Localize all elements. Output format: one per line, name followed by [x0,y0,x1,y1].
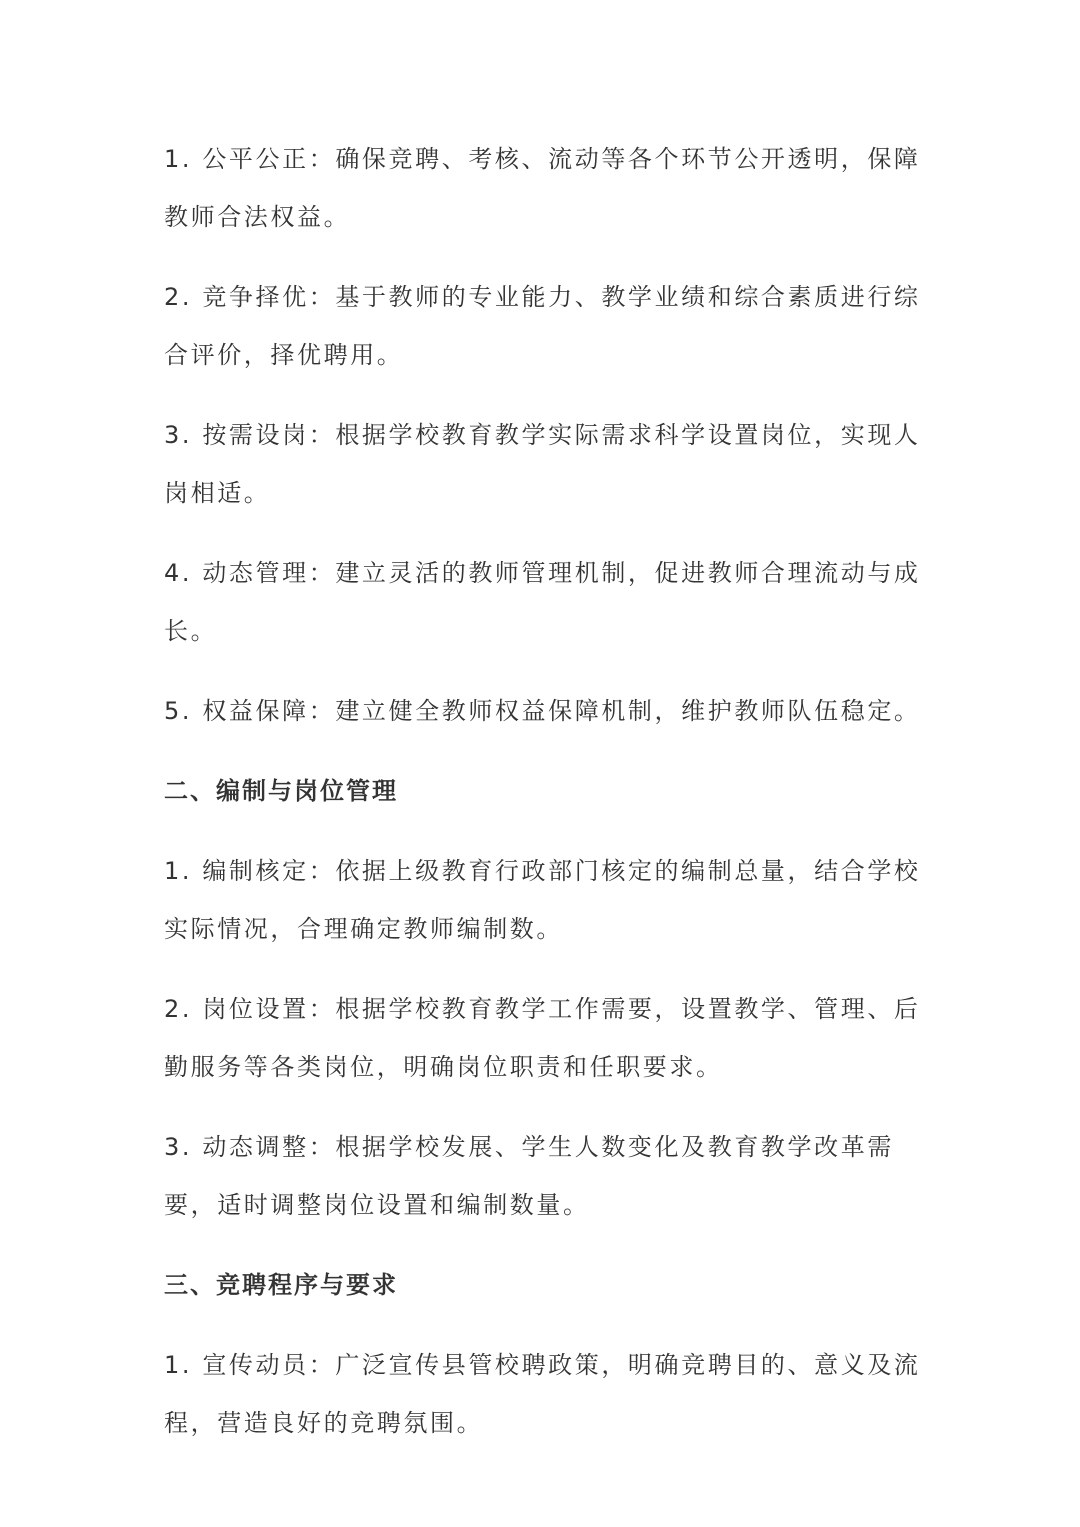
paragraph-rights-protection: 5. 权益保障：建立健全教师权益保障机制，维护教师队伍稳定。 [164,697,921,725]
paragraph-competition: 2. 竞争择优：基于教师的专业能力、教学业绩和综合素质进行综合评价，择优聘用。 [164,283,921,369]
paragraph-post-setting: 2. 岗位设置：根据学校教育教学工作需要，设置教学、管理、后勤服务等各类岗位，明确岗位职责和任职要求。 [164,995,921,1081]
paragraph-dynamic-management: 4. 动态管理：建立灵活的教师管理机制，促进教师合理流动与成长。 [164,559,921,645]
section-heading-staffing: 二、编制与岗位管理 [164,777,398,805]
document-page [164,130,924,1452]
paragraph-staffing-quota: 1. 编制核定：依据上级教育行政部门核定的编制总量，结合学校实际情况，合理确定教师编制数。 [164,857,921,943]
paragraph-fairness: 1. 公平公正：确保竞聘、考核、流动等各个环节公开透明，保障教师合法权益。 [164,145,921,231]
paragraph-position-setting: 3. 按需设岗：根据学校教育教学实际需求科学设置岗位，实现人岗相适。 [164,421,921,507]
paragraph-publicity: 1. 宣传动员：广泛宣传县管校聘政策，明确竞聘目的、意义及流程，营造良好的竞聘氛围。 [164,1351,921,1437]
paragraph-dynamic-adjustment: 3. 动态调整：根据学校发展、学生人数变化及教育教学改革需要，适时调整岗位设置和编制数量。 [164,1133,894,1219]
section-heading-procedure: 三、竞聘程序与要求 [164,1271,398,1299]
